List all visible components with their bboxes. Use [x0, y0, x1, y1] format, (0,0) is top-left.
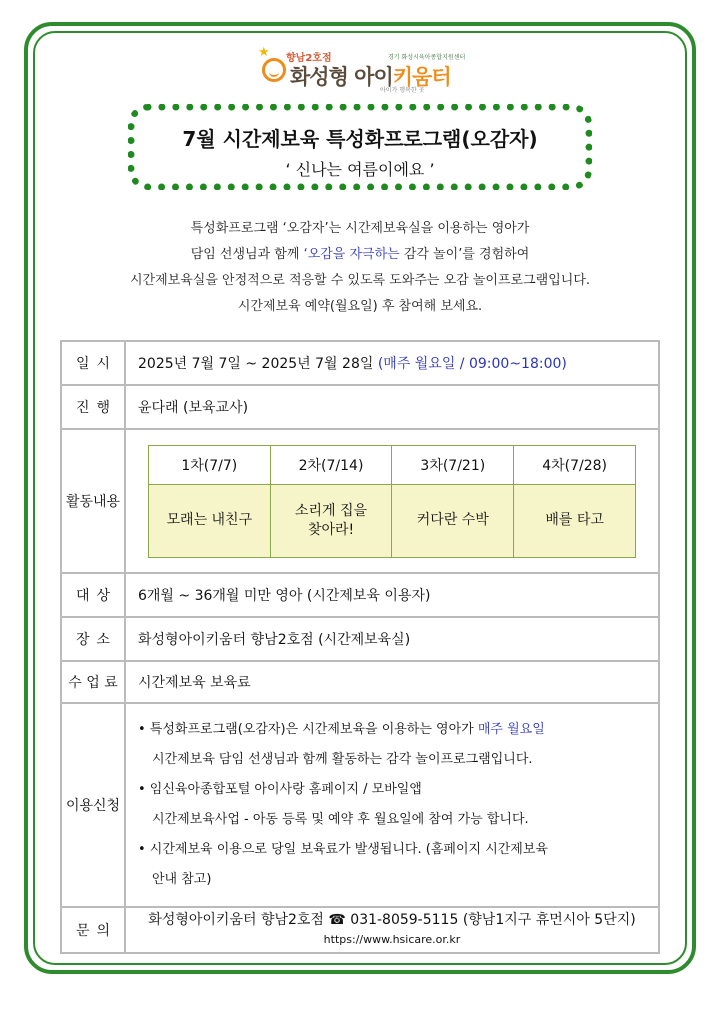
table-row-lead: [61, 385, 659, 429]
logo: [256, 46, 476, 94]
apply-cont: 안내 참고): [152, 872, 212, 887]
apply-text: • 특성화프로그램(오감자)은 시간제보육을 이용하는 영아가: [138, 722, 478, 737]
date-value: 2025년 7월 7일 ~ 2025년 7월 28일: [138, 356, 374, 372]
table-row-contact: [61, 907, 659, 953]
place-label: [61, 617, 125, 661]
activity-round: 3차(7/21): [392, 445, 514, 484]
activity-table: [148, 445, 636, 558]
contact-cell: [125, 907, 659, 953]
logo-org: 경기 화성시육아종합지원센터: [388, 54, 466, 61]
activity-label: 활동내용: [61, 429, 125, 573]
table-row-fee: [61, 661, 659, 703]
date-extra: (매주 월요일 / 09:00~18:00): [377, 356, 567, 372]
label-char: 장: [76, 632, 90, 648]
table-row-target: [61, 573, 659, 617]
label-char: 시: [96, 356, 110, 372]
apply-label: 이용신청: [61, 703, 125, 907]
date-label: [61, 341, 125, 385]
intro-text: 담임 선생님과 함께: [190, 247, 304, 262]
activity-round: 1차(7/7): [149, 445, 271, 484]
apply-list: [138, 709, 646, 901]
logo-branch: 향남2호점: [286, 53, 332, 64]
activity-cell: [125, 429, 659, 573]
apply-bullet: • 시간제보육 이용으로 당일 보육료가 발생됩니다. (홈페이지 시간제보육: [138, 842, 548, 857]
label-char: 의: [96, 923, 110, 939]
intro-line: 시간제보육실을 안정적으로 적응할 수 있도록 도와주는 오감 놀이프로그램입니다.: [129, 273, 591, 288]
logo-name-part1: 화성형 아이: [290, 65, 393, 89]
activity-title-row: [149, 484, 636, 557]
activity-title: 커다란 수박: [392, 484, 514, 557]
table-row-apply: [61, 703, 659, 907]
label-char: 행: [96, 400, 110, 416]
intro-line: 특성화프로그램 ‘오감자’는 시간제보육실을 이용하는 영아가: [190, 221, 530, 236]
lead-label: [61, 385, 125, 429]
activity-title-line: 찾아라!: [307, 521, 355, 538]
apply-cont: 시간제보육 담임 선생님과 함께 활동하는 감각 놀이프로그램입니다.: [152, 752, 533, 767]
logo-sub: 아이가 행복한 곳: [380, 87, 425, 94]
fee-label: 수 업 료: [61, 661, 125, 703]
place-value: 화성형아이키움터 향남2호점 (시간제보육실): [125, 617, 659, 661]
table-row-date: [61, 341, 659, 385]
intro: [60, 216, 660, 320]
target-value: 6개월 ~ 36개월 미만 영아 (시간제보육 이용자): [125, 573, 659, 617]
intro-line: 시간제보육 예약(월요일) 후 참여해 보세요.: [237, 299, 483, 314]
apply-cont: 시간제보육사업 - 아동 등록 및 예약 후 월요일에 참여 가능 합니다.: [152, 812, 529, 827]
apply-bullet: [138, 715, 646, 745]
label-char: 일: [76, 356, 90, 372]
label-char: 진: [76, 400, 90, 416]
contact-url-link[interactable]: https://www.hsicare.or.kr: [323, 933, 461, 946]
logo-name-part2: 키움터: [392, 65, 451, 89]
label-char: 소: [96, 632, 110, 648]
info-table: [60, 340, 660, 954]
intro-line: [60, 242, 660, 268]
activity-title: 모래는 내친구: [149, 484, 271, 557]
apply-bullet: • 임신육아종합포털 아이사랑 홈페이지 / 모바일앱: [138, 782, 422, 797]
intro-text: 감각 놀이’를 경험하여: [399, 247, 530, 262]
label-char: 문: [76, 923, 90, 939]
activity-title-line: 소리게 집을: [294, 502, 368, 519]
contact-label: [61, 907, 125, 953]
activity-header-row: [149, 445, 636, 484]
activity-title: [270, 484, 392, 557]
title-box: [128, 104, 592, 190]
table-row-activity: [61, 429, 659, 573]
activity-title: 배를 타고: [514, 484, 636, 557]
activity-round: 2차(7/14): [270, 445, 392, 484]
page-subtitle: ‘ 신나는 여름이에요 ’: [285, 160, 435, 179]
activity-round: 4차(7/28): [514, 445, 636, 484]
intro-highlight: ‘오감을 자극하는: [303, 247, 400, 262]
lead-value: 윤다래 (보육교사): [125, 385, 659, 429]
apply-highlight: 매주 월요일: [477, 722, 545, 737]
label-char: 상: [96, 588, 110, 604]
contact-info: 화성형아이키움터 향남2호점 ☎ 031-8059-5115 (향남1지구 휴먼시아 5단지): [148, 912, 636, 928]
logo-name: [290, 61, 451, 91]
fee-value: 시간제보육 보육료: [125, 661, 659, 703]
label-char: 대: [76, 588, 90, 604]
star-icon: ★: [258, 45, 270, 60]
page-title: 7월 시간제보육 특성화프로그램(오감자): [182, 127, 538, 151]
apply-cell: [125, 703, 659, 907]
smile-face-icon: [262, 58, 286, 82]
date-value-cell: [125, 341, 659, 385]
target-label: [61, 573, 125, 617]
table-row-place: [61, 617, 659, 661]
